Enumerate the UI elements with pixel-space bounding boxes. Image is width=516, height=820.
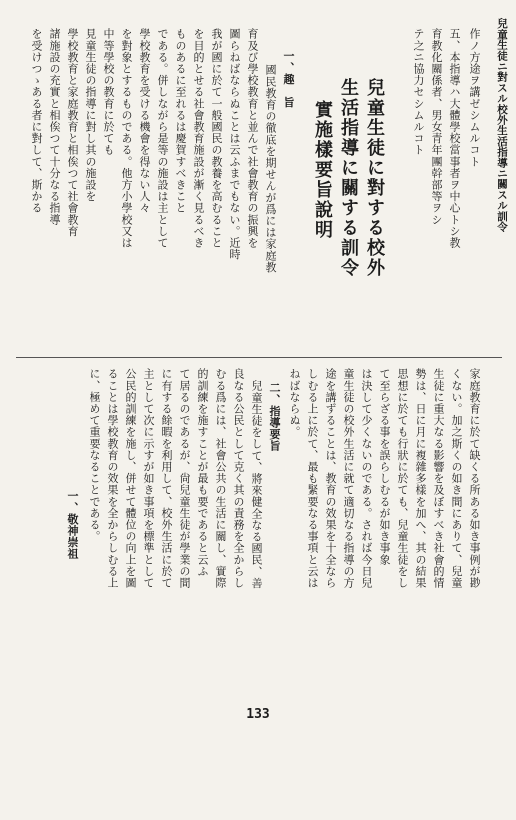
text-column: 生徒に重大なる影響を及ぼすべき社會的情 [432, 368, 445, 589]
text-column: 中等學校の教育に於ても [102, 28, 115, 156]
running-header: 兒童生徒ニ對スル校外生活指導ニ關スル訓令 [496, 18, 508, 232]
text-column: ねばならぬ。 [288, 368, 301, 438]
text-column: 諸施設の充實と相俟つて十分なる指導 [48, 28, 61, 226]
text-column: 良なる公民として克く其の責務を全からし [232, 368, 245, 589]
text-column: 家庭教育に於て缺くる所ある如き事例が尠 [468, 368, 481, 589]
section-heading: 一、趣 旨 [282, 50, 295, 108]
text-column: 圖らねばならぬことは云ふまでもない。近時 [228, 28, 241, 260]
article-title: 生活指導に關する訓令 [338, 78, 359, 278]
text-column: に有する餘暇を利用して、校外生活に於て [160, 368, 173, 589]
text-column: は決して少くないのである。されば今日兒 [360, 368, 373, 589]
text-column: 途を講ずることは、教育の效果を十全なら [324, 368, 337, 589]
text-column: 公民的訓練を施し、併せて體位の向上を圖 [124, 368, 137, 589]
section-divider [16, 357, 502, 358]
text-column: 育及び學校教育と並んで社會教育の振興を [246, 28, 259, 249]
text-column: ものあるに至れるは慶賀すべきこと [174, 28, 187, 214]
text-column: 學校教育と家庭教育と相俟つて社會教育 [66, 28, 79, 237]
text-column: 育教化關係者、男女青年團幹部等ヲシ [430, 28, 443, 226]
page-number: 133 [246, 707, 270, 722]
text-column: ることは學校教育の效果を全からしむる上 [106, 368, 119, 589]
text-column: を目的とせる社會教育施設が漸く見るべき [192, 28, 205, 249]
text-column: 勢は、日に月に複雜多樣を加へ、其の結果 [414, 368, 427, 589]
article-title: 兒童生徒に對する校外 [364, 78, 385, 278]
article-title: 實施樣要旨說明 [312, 100, 333, 240]
text-column: くない。加之斯くの如き間にありて、兒童 [450, 368, 463, 589]
text-column: 思想に於ても行狀に於ても、兒童生徒をし [396, 368, 409, 589]
text-column: 見童生徒の指導に對し其の施設を [84, 28, 97, 202]
text-column: に、極めて重要なることである。 [88, 368, 101, 542]
section-heading: 二、指導要旨 [268, 382, 281, 452]
text-column: テ之ニ協力セシムルコト [412, 28, 425, 156]
text-column: 的訓練を施すことが最も要であると云ふ [196, 368, 209, 577]
section-heading: 一、敬神崇祖 [66, 490, 79, 560]
text-column: 童生徒の校外生活に就て適切なる指導の方 [342, 368, 355, 589]
text-column: 主として次に示すが如き事項を標準として [142, 368, 155, 589]
text-column: を受けつゝある者に對して、斯かる [30, 28, 43, 214]
text-column: 兒童生徒をして、將來健全なる國民、善 [250, 380, 263, 589]
text-column: しむる上に於て、最も緊要なる事項と云は [306, 368, 319, 589]
text-column: 作ノ方途ヲ講ゼシムルコト [468, 28, 481, 168]
text-column: である。併しながら是等の施設は主として [156, 28, 169, 249]
text-column: を對象とするものである。他方小學校又は [120, 28, 133, 249]
text-column: て至らざる事を誤らしむるが如き事象 [378, 368, 391, 566]
text-column: 五、本指導ハ大體學校當事者ヲ中心トシ教 [448, 28, 461, 249]
text-column: 國民教育の徹底を期せんが爲には家庭教 [264, 64, 277, 273]
text-column: 我が國に於て一般國民の教養を高むること [210, 28, 223, 249]
text-column: むる爲には、社會公共の生活に關し、實際 [214, 368, 227, 589]
text-column: 學校教育を受ける機會を得ない人々 [138, 28, 151, 214]
text-column: て居るのであるが、尙兒童生徒が學業の間 [178, 368, 191, 589]
